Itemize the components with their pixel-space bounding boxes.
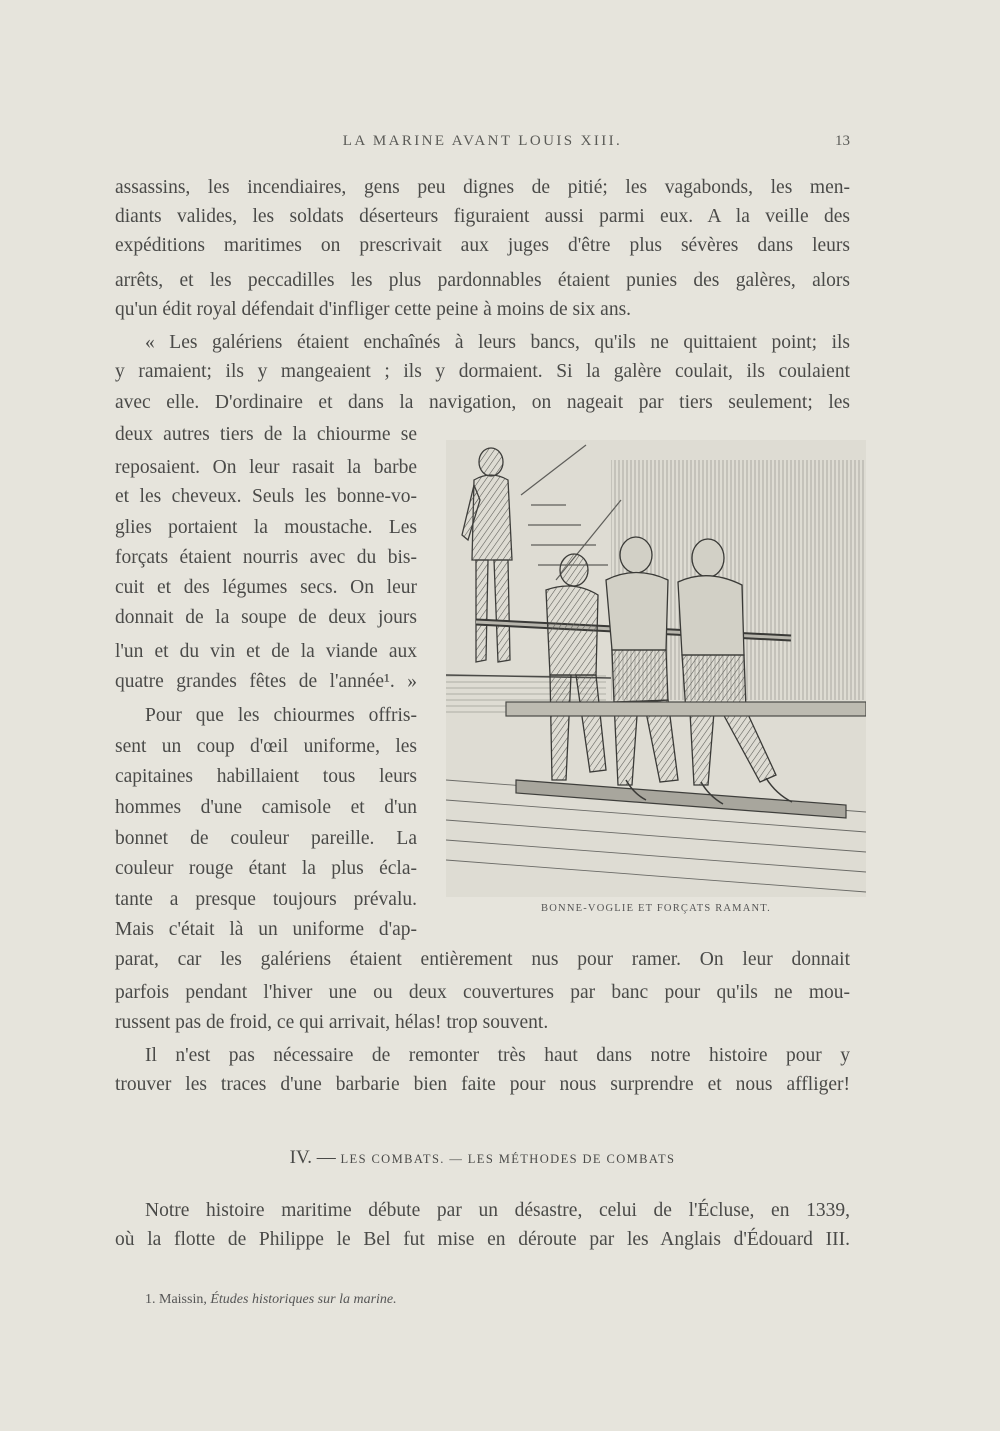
- text-line: forçats étaient nourris avec du bis-: [115, 547, 417, 568]
- text-line: tante a presque toujours prévalu.: [115, 889, 417, 910]
- text-line: « Les galériens étaient enchaînés à leurs bancs, qu'ils ne quittaient point; ils: [145, 332, 850, 353]
- page-header: [115, 133, 850, 157]
- section-heading: [115, 1147, 850, 1169]
- section-title: LES COMBATS. — LES MÉTHODES DE COMBATS: [340, 1152, 676, 1166]
- text-line: Mais c'était là un uniforme d'ap-: [115, 919, 417, 940]
- text-line: Notre histoire maritime débute par un désastre, celui de l'Écluse, en 1339,: [145, 1200, 850, 1221]
- text-line: Pour que les chiourmes offris-: [145, 705, 417, 726]
- text-line: quatre grandes fêtes de l'année¹. »: [115, 671, 417, 692]
- text-line: glies portaient la moustache. Les: [115, 517, 417, 538]
- running-title: LA MARINE AVANT LOUIS XIII.: [342, 133, 623, 149]
- text-line: parfois pendant l'hiver une ou deux couvertures par banc pour qu'ils ne mou-: [115, 982, 850, 1003]
- text-line: parat, car les galériens étaient entièrement nus pour ramer. On leur donnait: [115, 949, 850, 970]
- text-line: reposaient. On leur rasait la barbe: [115, 457, 417, 478]
- text-line: expéditions maritimes on prescrivait aux juges d'être plus sévères dans leurs: [115, 235, 850, 256]
- text-line: et les cheveux. Seuls les bonne-vo-: [115, 486, 417, 507]
- text-line: couleur rouge étant la plus écla-: [115, 858, 417, 879]
- text-line: Il n'est pas nécessaire de remonter très haut dans notre histoire pour y: [145, 1045, 850, 1066]
- text-line: y ramaient; ils y mangeaient ; ils y dormaient. Si la galère coulait, ils coulaient: [115, 361, 850, 382]
- text-line: deux autres tiers de la chiourme se: [115, 424, 417, 445]
- text-line: qu'un édit royal défendait d'infliger cette peine à moins de six ans.: [115, 299, 632, 320]
- text-line: bonnet de couleur pareille. La: [115, 828, 417, 849]
- text-line: avec elle. D'ordinaire et dans la navigation, on nageait par tiers seulement; les: [115, 392, 850, 413]
- text-line: capitaines habillaient tous leurs: [115, 766, 417, 787]
- text-line: donnait de la soupe de deux jours: [115, 607, 417, 628]
- figure-caption: BONNE-VOGLIE ET FORÇATS RAMANT.: [541, 903, 771, 914]
- footnote-title: Études historiques sur la marine.: [210, 1292, 397, 1307]
- footnote-marker: 1. Maissin,: [145, 1292, 211, 1307]
- text-line: sent un coup d'œil uniforme, les: [115, 736, 417, 757]
- text-line: trouver les traces d'une barbarie bien faite pour nous surprendre et nous affliger!: [115, 1074, 850, 1095]
- text-line: diants valides, les soldats déserteurs figuraient aussi parmi eux. A la veille des: [115, 206, 850, 227]
- text-line: cuit et des légumes secs. On leur: [115, 577, 417, 598]
- footnote: [145, 1292, 397, 1308]
- text-line: hommes d'une camisole et d'un: [115, 797, 417, 818]
- text-line: russent pas de froid, ce qui arrivait, hélas! trop souvent.: [115, 1012, 549, 1033]
- text-line: où la flotte de Philippe le Bel fut mise en déroute par les Anglais d'Édouard III.: [115, 1229, 850, 1250]
- text-line: arrêts, et les peccadilles les plus pardonnables étaient punies des galères, alors: [115, 270, 850, 291]
- text-line: assassins, les incendiaires, gens peu dignes de pitié; les vagabonds, les men-: [115, 177, 850, 198]
- page-number: 13: [835, 133, 850, 149]
- text-line: l'un et du vin et de la viande aux: [115, 641, 417, 662]
- engraving-illustration: [446, 440, 866, 897]
- section-number: IV. —: [289, 1147, 341, 1168]
